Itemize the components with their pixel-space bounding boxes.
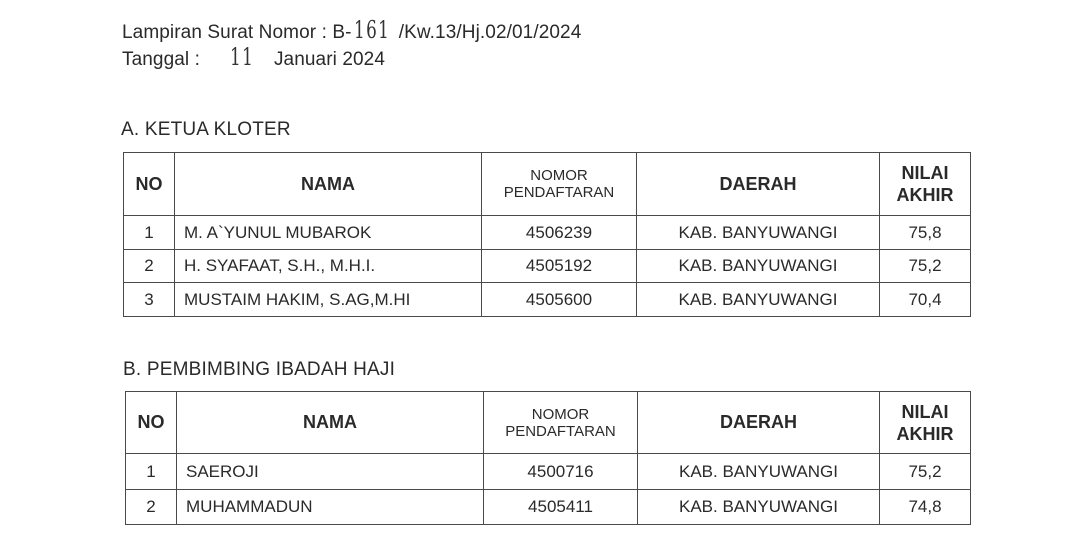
section-a-title: A. KETUA KLOTER — [121, 119, 291, 140]
row-nilai: 70,4 — [880, 283, 971, 317]
table-header-row — [124, 153, 971, 216]
col-daerah-header: DAERAH — [638, 392, 880, 454]
row-daerah: KAB. BANYUWANGI — [638, 490, 880, 525]
col-no-header: NO — [126, 392, 177, 454]
row-no: 1 — [126, 454, 177, 490]
row-nomor: 4505192 — [482, 250, 637, 283]
table-row — [126, 490, 971, 525]
row-nilai: 75,8 — [880, 216, 971, 250]
row-no: 1 — [124, 216, 175, 250]
letter-date-line — [122, 45, 581, 72]
date-label: Tanggal : — [122, 49, 201, 70]
col-nilai-line2: AKHIR — [896, 185, 954, 205]
row-nama: MUHAMMADUN — [177, 490, 484, 525]
col-nilai-line1: NILAI — [901, 401, 949, 422]
col-nomor-line2: PENDAFTARAN — [503, 184, 615, 201]
col-nomor-header — [482, 153, 637, 216]
row-nama: H. SYAFAAT, S.H., M.H.I. — [175, 250, 482, 283]
col-nilai-header — [880, 392, 971, 454]
row-nama: M. A`YUNUL MUBAROK — [175, 216, 482, 250]
col-nomor-line1: NOMOR — [530, 167, 588, 184]
row-daerah: KAB. BANYUWANGI — [637, 216, 880, 250]
table-row — [124, 250, 971, 283]
letter-number-line — [122, 18, 581, 45]
pembimbing-ibadah-table — [125, 391, 971, 525]
row-nomor: 4500716 — [484, 454, 638, 490]
table-row — [124, 216, 971, 250]
row-daerah: KAB. BANYUWANGI — [638, 454, 880, 490]
col-daerah-header: DAERAH — [637, 153, 880, 216]
col-nomor-line2: PENDAFTARAN — [505, 422, 616, 440]
col-nomor-line1: NOMOR — [531, 405, 590, 423]
col-nilai-line2: AKHIR — [896, 423, 954, 444]
col-nilai-header — [880, 153, 971, 216]
date-month-year: Januari 2024 — [273, 49, 386, 70]
table-header-row — [126, 392, 971, 454]
handwritten-day: 11 — [230, 43, 255, 71]
letter-number-prefix: Lampiran Surat Nomor : B- — [122, 22, 352, 43]
row-nama: MUSTAIM HAKIM, S.AG,M.HI — [175, 283, 482, 317]
row-nama: SAEROJI — [177, 454, 484, 490]
row-no: 2 — [124, 250, 175, 283]
section-b-title: B. PEMBIMBING IBADAH HAJI — [123, 359, 396, 380]
row-nilai: 75,2 — [880, 250, 971, 283]
letter-header — [122, 18, 581, 72]
handwritten-letter-number: 161 — [353, 16, 390, 44]
row-daerah: KAB. BANYUWANGI — [637, 283, 880, 317]
col-nama-header: NAMA — [177, 392, 484, 454]
col-nama-header: NAMA — [175, 153, 482, 216]
col-nomor-header — [484, 392, 638, 454]
row-daerah: KAB. BANYUWANGI — [637, 250, 880, 283]
row-nilai: 75,2 — [880, 454, 971, 490]
ketua-kloter-table — [123, 152, 971, 317]
row-no: 3 — [124, 283, 175, 317]
row-nomor: 4505600 — [482, 283, 637, 317]
table-row — [124, 283, 971, 317]
table-row — [126, 454, 971, 490]
row-nomor: 4505411 — [484, 490, 638, 525]
letter-number-suffix: /Kw.13/Hj.02/01/2024 — [398, 22, 582, 43]
col-no-header: NO — [124, 153, 175, 216]
row-nomor: 4506239 — [482, 216, 637, 250]
col-nilai-line1: NILAI — [901, 163, 949, 183]
row-no: 2 — [126, 490, 177, 525]
row-nilai: 74,8 — [880, 490, 971, 525]
